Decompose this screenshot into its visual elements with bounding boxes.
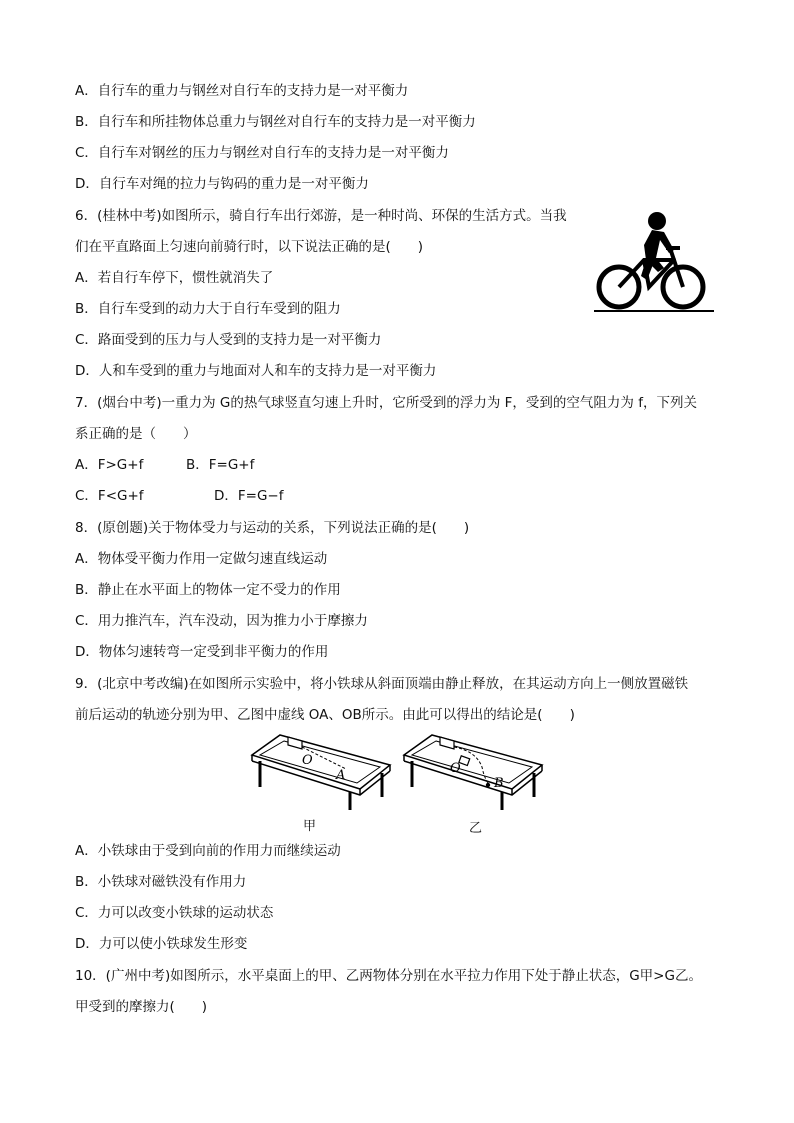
table-top	[404, 735, 542, 789]
q8-option-c: C．用力推汽车，汽车没动，因为推力小于摩擦力	[75, 613, 368, 629]
caption-yi: 乙	[469, 821, 483, 836]
q7-stem-line1: 7．(烟台中考)一重力为 G的热气球竖直匀速上升时，它所受到的浮力为 F，受到的空气阻力为 f，下列关	[75, 395, 697, 411]
q7-option-d: D．F=G−f	[214, 488, 284, 504]
q8-stem: 8．(原创题)关于物体受力与运动的关系，下列说法正确的是( )	[75, 520, 470, 536]
q6-stem-line1: 6．(桂林中考)如图所示，骑自行车出行郊游，是一种时尚、环保的生活方式。当我	[75, 208, 567, 224]
label-o: O	[450, 761, 461, 776]
q6-option-a: A．若自行车停下，惯性就消失了	[75, 270, 274, 286]
experiment-figure-jia	[250, 727, 395, 812]
q9-stem-line1: 9．(北京中考改编)在如图所示实验中，将小铁球从斜面顶端由静止释放，在其运动方向上一侧放置磁铁	[75, 676, 689, 692]
q10-stem-line1: 10．(广州中考)如图所示，水平桌面上的甲、乙两物体分别在水平拉力作用下处于静止状态，G甲>G乙。	[75, 968, 702, 984]
q6-option-c: C．路面受到的压力与人受到的支持力是一对平衡力	[75, 332, 382, 348]
iron-ball	[486, 783, 490, 787]
q9-option-b: B．小铁球对磁铁没有作用力	[75, 874, 247, 890]
q8-option-b: B．静止在水平面上的物体一定不受力的作用	[75, 582, 341, 598]
experiment-figure-yi	[402, 727, 547, 812]
q7-stem-line2: 系正确的是（ ）	[75, 426, 197, 442]
caption-jia: 甲	[303, 819, 317, 834]
q9-stem-line2: 前后运动的轨迹分别为甲、乙图中虚线 OA、OB所示。由此可以得出的结论是( )	[75, 707, 575, 723]
table-top	[252, 735, 390, 789]
cyclist-figure	[594, 210, 714, 314]
q6-option-d: D．人和车受到的重力与地面对人和车的支持力是一对平衡力	[75, 363, 437, 379]
label-b: B	[494, 776, 504, 791]
q5-option-a: A．自行车的重力与钢丝对自行车的支持力是一对平衡力	[75, 83, 409, 99]
q10-stem-line2: 甲受到的摩擦力( )	[75, 999, 208, 1015]
q5-option-d: D．自行车对绳的拉力与钩码的重力是一对平衡力	[75, 176, 369, 192]
q9-option-d: D．力可以使小铁球发生形变	[75, 936, 248, 952]
label-o: O	[302, 753, 313, 768]
q6-stem-line2: 们在平直路面上匀速向前骑行时，以下说法正确的是( )	[75, 239, 424, 255]
q9-option-c: C．力可以改变小铁球的运动状态	[75, 905, 274, 921]
q6-option-b: B．自行车受到的动力大于自行车受到的阻力	[75, 301, 341, 317]
q8-option-a: A．物体受平衡力作用一定做匀速直线运动	[75, 551, 328, 567]
q8-option-d: D．物体匀速转弯一定受到非平衡力的作用	[75, 644, 329, 660]
q7-option-c: C．F<G+f	[75, 488, 144, 504]
q5-option-c: C．自行车对钢丝的压力与钢丝对自行车的支持力是一对平衡力	[75, 145, 449, 161]
q7-option-b: B．F=G+f	[186, 457, 255, 473]
q9-option-a: A．小铁球由于受到向前的作用力而继续运动	[75, 843, 341, 859]
q7-option-a: A．F>G+f	[75, 457, 144, 473]
label-a: A	[336, 768, 346, 783]
q5-option-b: B．自行车和所挂物体总重力与钢丝对自行车的支持力是一对平衡力	[75, 114, 476, 130]
